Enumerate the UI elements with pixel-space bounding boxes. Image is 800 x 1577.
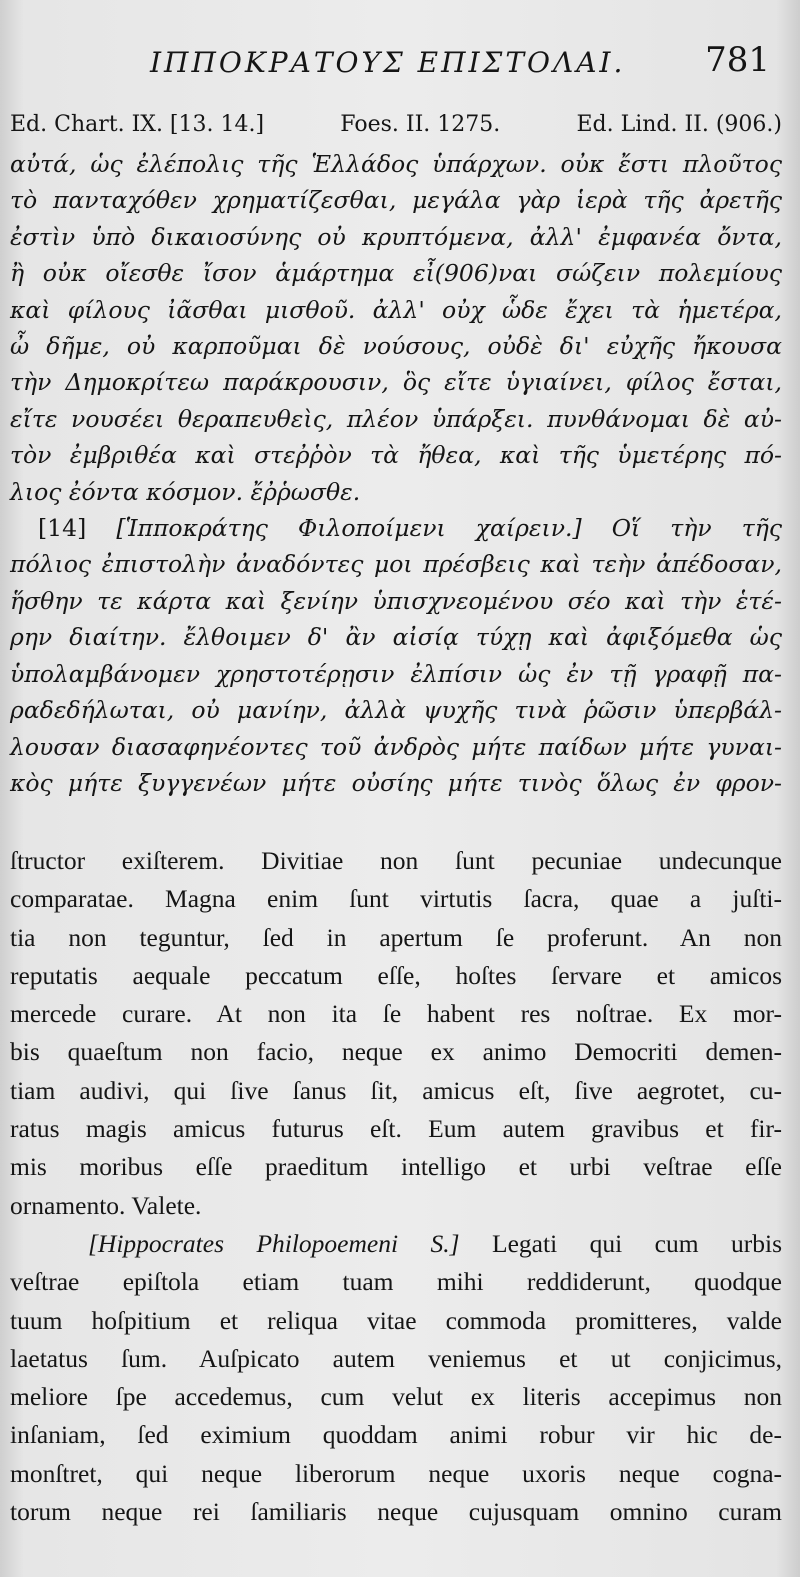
greek-line: ἥσθην τε κάρτα καὶ ξενίην ὑπισχνεομένου σέο καὶ τὴν ἑτέ- [10, 586, 782, 615]
greek-line: καὶ φίλους ἰᾶσθαι μισθοῦ. ἀλλ' οὐχ ὧδε ἔχει τὰ ἡμετέρα, [10, 295, 782, 324]
greek-line: ραδεδήλωται, οὐ μανίην, ἀλλὰ ψυχῆς τινὰ ῥῶσιν ὑπερβάλ- [10, 696, 782, 725]
edition-reference-line [10, 112, 782, 137]
greek-section-heading-line [10, 510, 782, 546]
latin-line: ſtructor exiſterem. Divitiae non ſunt pecuniae undecunque [10, 846, 782, 875]
latin-section-heading-line [10, 1225, 782, 1263]
greek-line: τὸ πανταχόθεν χρηματίζεσθαι, μεγάλα γὰρ ἱερὰ τῆς ἀρετῆς [10, 186, 782, 215]
greek-line: λιος ἐόντα κόσμον. ἔῤῥωσθε. [10, 477, 361, 506]
greek-line: λουσαν διασαφηνέοντες τοῦ ἀνδρὸς μήτε παίδων μήτε γυναι- [10, 732, 782, 761]
greek-line: τὸν ἐμβριθέα καὶ στεῤῥὸν τὰ ἤθεα, καὶ τῆς ὑμετέρης πό- [10, 441, 782, 470]
latin-line-rest: Legati qui cum urbis [492, 1228, 782, 1258]
greek-line: ἢ οὐκ οἴεσθε ἴσον ἁμάρτημα εἶ(906)ναι σώζειν πολεμίους [10, 259, 782, 288]
linden-reference: Ed. Lind. II. (906.) [576, 112, 782, 137]
greek-line: τὴν Δημοκρίτεω παράκρουσιν, ὃς εἴτε ὑγιαίνει, φίλος ἔσται, [10, 368, 782, 397]
latin-line: monſtret, qui neque liberorum neque uxoris neque cogna- [10, 1458, 782, 1488]
greek-line-rest: Οἵ τὴν τῆς [611, 514, 782, 543]
latin-line: tiam audivi, qui ſive ſanus ſit, amicus eſt, ſive aegrotet, cu- [10, 1075, 782, 1105]
latin-letter-heading: [Hippocrates Philopoemeni S.] [88, 1228, 460, 1258]
latin-line: mis moribus eſſe praeditum intelligo et urbi veſtrae eſſe [10, 1152, 782, 1182]
page-header [150, 40, 770, 100]
greek-letter-heading: [Ἱπποκράτης Φιλοποίμενι χαίρειν.] [116, 514, 582, 543]
greek-line: ὦ δῆμε, οὐ καρποῦμαι δὲ νούσους, οὐδὲ δι' εὐχῆς ἤκουσα [10, 332, 782, 361]
greek-line: αὐτά, ὡς ἐλέπολις τῆς Ἑλλάδος ὑπάρχων. οὐκ ἔστι πλοῦτος [10, 150, 782, 178]
latin-line: ratus magis amicus futurus eſt. Eum autem gravibus et fir- [10, 1114, 782, 1144]
latin-line: bis quaeſtum non facio, neque ex animo Democriti demen- [10, 1037, 782, 1067]
chartier-reference: Ed. Chart. IX. [13. 14.] [10, 112, 265, 137]
greek-line: ἐστὶν ὑπὸ δικαιοσύνης οὐ κρυπτόμενα, ἀλλ' ἐμφανέα ὄντα, [10, 222, 782, 251]
latin-line: reputatis aequale peccatum eſſe, hoſtes ſervare et amicos [10, 960, 782, 990]
latin-line: laetatus ſum. Auſpicato autem veniemus et ut conjicimus, [10, 1343, 782, 1373]
running-title: ΙΠΠΟΚΡΑΤΟΥΣ ΕΠΙΣΤΟΛΑΙ. [150, 46, 626, 79]
greek-text [10, 146, 782, 801]
latin-line: veſtrae epiſtola etiam tuam mihi reddiderunt, quodque [10, 1267, 782, 1297]
latin-line: mercede curare. At non ita ſe habent res noſtrae. Ex mor- [10, 999, 782, 1029]
latin-line: inſaniam, ſed eximium quoddam animi robur vir hic de- [10, 1420, 782, 1450]
page-number: 781 [705, 40, 770, 80]
foesius-reference: Foes. II. 1275. [340, 112, 501, 137]
greek-line: ὑπολαμβάνομεν χρηστοτέρῃσιν ἐλπίσιν ὡς ἐν τῇ γραφῇ πα- [10, 659, 782, 688]
greek-line: κὸς μήτε ξυγγενέων μήτε οὐσίης μήτε τινὸς ὅλως ἐν φρον- [10, 768, 782, 797]
latin-line: tia non teguntur, ſed in apertum ſe proferunt. An non [10, 922, 782, 952]
greek-line: πόλιος ἐπιστολὴν ἀναδόντες μοι πρέσβεις καὶ τεὴν ἀπέδοσαν, [10, 550, 782, 579]
latin-line: meliore ſpe accedemus, cum velut ex literis accepimus non [10, 1382, 782, 1412]
latin-line: tuum hoſpitium et reliqua vitae commoda promitteres, valde [10, 1305, 782, 1335]
section-number: [14] [38, 514, 87, 543]
latin-text [10, 842, 782, 1531]
greek-line: εἴτε νουσέει θεραπευθεὶς, πλέον ὑπάρξει. πυνθάνομαι δὲ αὐ- [10, 404, 782, 433]
latin-line: comparatae. Magna enim ſunt virtutis ſacra, quae a juſti- [10, 884, 782, 914]
latin-line: ornamento. Valete. [10, 1190, 202, 1220]
greek-line: ρην διαίτην. ἔλθοιμεν δ' ἂν αἰσίᾳ τύχῃ καὶ ἀφιξόμεθα ὡς [10, 623, 782, 652]
latin-line: torum neque rei ſamiliaris neque cujusquam omnino curam [10, 1497, 782, 1527]
